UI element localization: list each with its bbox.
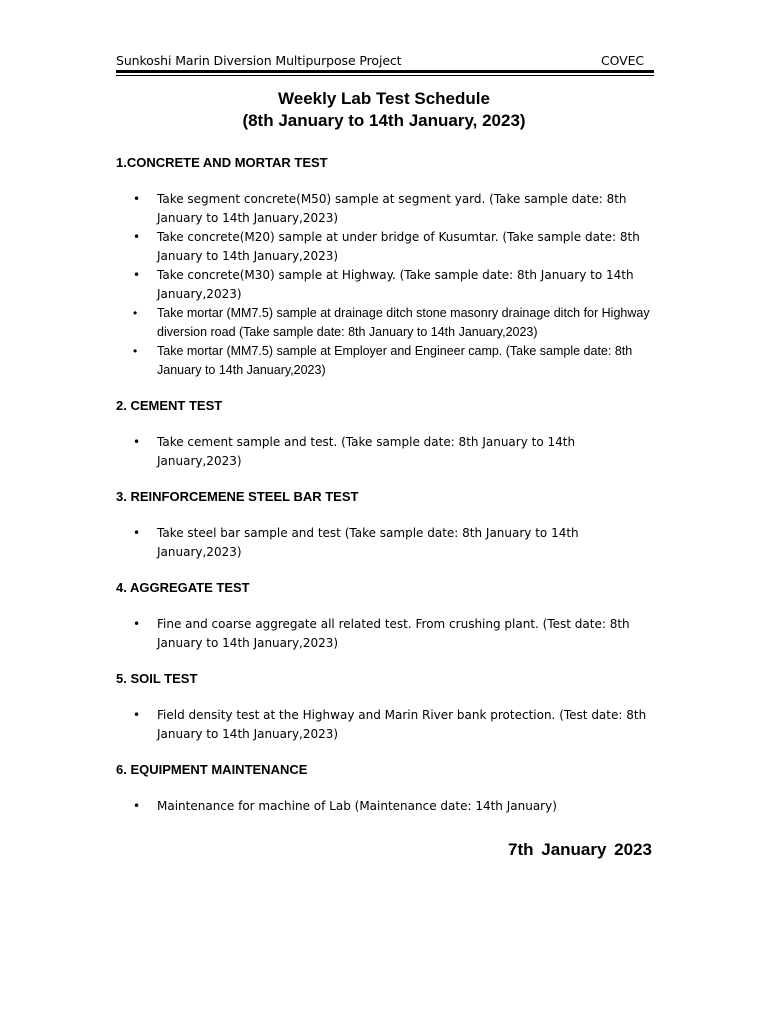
bullet-icon: • <box>133 617 141 631</box>
section-heading-steel: 3. REINFORCEMENE STEEL BAR TEST <box>116 489 359 504</box>
list-item <box>116 304 656 342</box>
page-header <box>116 51 652 69</box>
bullet-icon: • <box>133 526 141 540</box>
section-heading-soil: 5. SOIL TEST <box>116 671 198 686</box>
signature-date: 7th January 2023 <box>508 840 652 859</box>
bullet-icon: • <box>133 435 141 449</box>
company-name: COVEC <box>600 53 644 68</box>
section-list-aggregate <box>116 615 656 653</box>
list-item-text: Take concrete(M20) sample at under bridge of Kusumtar. (Take sample date: 8th January to 14th January,2023) <box>157 230 640 263</box>
list-item-text: Fine and coarse aggregate all related test. From crushing plant. (Test date: 8th January to 14th January,2023) <box>157 617 630 650</box>
list-item-text: Field density test at the Highway and Marin River bank protection. (Test date: 8th January to 14th January,2023) <box>157 708 647 741</box>
list-item <box>116 797 656 816</box>
section-heading-concrete: 1.CONCRETE AND MORTAR TEST <box>116 155 328 170</box>
section-heading-aggregate: 4. AGGREGATE TEST <box>116 580 250 595</box>
list-item <box>116 524 656 562</box>
list-item <box>116 706 656 744</box>
section-list-steel <box>116 524 656 562</box>
list-item-text: Take segment concrete(M50) sample at segment yard. (Take sample date: 8th January to 14th January,2023) <box>157 192 627 225</box>
bullet-icon: • <box>133 230 141 244</box>
section-list-concrete <box>116 190 656 380</box>
section-heading-cement: 2. CEMENT TEST <box>116 398 223 413</box>
bullet-icon: • <box>133 268 141 282</box>
list-item-text: Maintenance for machine of Lab (Maintenance date: 14th January) <box>157 799 557 813</box>
list-item-text: Take concrete(M30) sample at Highway. (Take sample date: 8th January to 14th January,2023) <box>157 268 634 301</box>
list-item <box>116 266 656 304</box>
document-title: Weekly Lab Test Schedule <box>278 89 490 108</box>
list-item <box>116 615 656 653</box>
section-heading-equipment: 6. EQUIPMENT MAINTENANCE <box>116 762 308 777</box>
header-rule-thick <box>116 70 654 73</box>
bullet-icon: • <box>133 708 141 722</box>
section-list-equipment <box>116 797 656 816</box>
bullet-icon: • <box>133 799 141 813</box>
list-item <box>116 342 656 380</box>
list-item <box>116 433 656 471</box>
list-item-text: Take mortar (MM7.5) sample at drainage ditch stone masonry drainage ditch for Highway diversion road (Take sample date: 8th January to 14th January,2023) <box>157 306 650 339</box>
section-list-soil <box>116 706 656 744</box>
list-item <box>116 190 656 228</box>
project-name: Sunkoshi Marin Diversion Multipurpose Project <box>116 53 402 68</box>
document-subtitle: (8th January to 14th January, 2023) <box>242 111 526 130</box>
bullet-icon: • <box>133 192 141 206</box>
bullet-icon: • <box>133 344 138 358</box>
list-item <box>116 228 656 266</box>
header-rule-thin <box>116 75 654 76</box>
list-item-text: Take steel bar sample and test (Take sample date: 8th January to 14th January,2023) <box>157 526 579 559</box>
bullet-icon: • <box>133 306 138 320</box>
section-list-cement <box>116 433 656 471</box>
list-item-text: Take mortar (MM7.5) sample at Employer and Engineer camp. (Take sample date: 8th January to 14th January,2023) <box>157 344 633 377</box>
list-item-text: Take cement sample and test. (Take sample date: 8th January to 14th January,2023) <box>157 435 576 468</box>
